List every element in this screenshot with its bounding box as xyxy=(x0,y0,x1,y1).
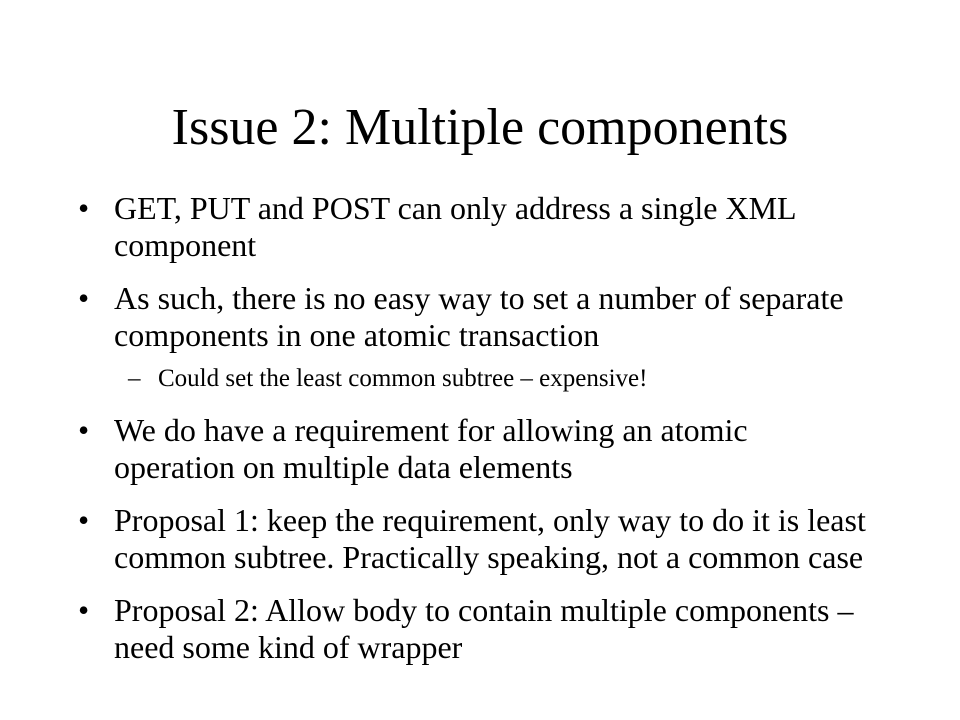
bullet-text: Proposal 2: Allow body to contain multiple components – need some kind of wrapper xyxy=(114,592,854,665)
bullet-list xyxy=(76,190,876,682)
bullet-text: GET, PUT and POST can only address a single XML component xyxy=(114,190,796,263)
bullet-marker: • xyxy=(78,190,90,226)
bullet-marker: • xyxy=(78,592,90,628)
bullet-marker: • xyxy=(78,280,90,316)
bullet-item xyxy=(76,502,876,576)
bullet-text: Proposal 1: keep the requirement, only way to do it is least common subtree. Practically speaking, not a common case xyxy=(114,502,866,575)
bullet-marker: • xyxy=(78,412,90,448)
bullet-item xyxy=(76,280,876,354)
sub-bullet-marker: – xyxy=(128,365,141,392)
sub-bullet-text: Could set the least common subtree – expensive! xyxy=(158,365,648,392)
bullet-text: As such, there is no easy way to set a number of separate components in one atomic transaction xyxy=(114,280,844,353)
slide-title: Issue 2: Multiple components xyxy=(171,99,789,156)
sub-bullet-item xyxy=(76,364,876,394)
bullet-item xyxy=(76,592,876,666)
bullet-item xyxy=(76,190,876,264)
bullet-item xyxy=(76,412,876,486)
bullet-text: We do have a requirement for allowing an atomic operation on multiple data elements xyxy=(114,412,748,485)
bullet-marker: • xyxy=(78,502,90,538)
